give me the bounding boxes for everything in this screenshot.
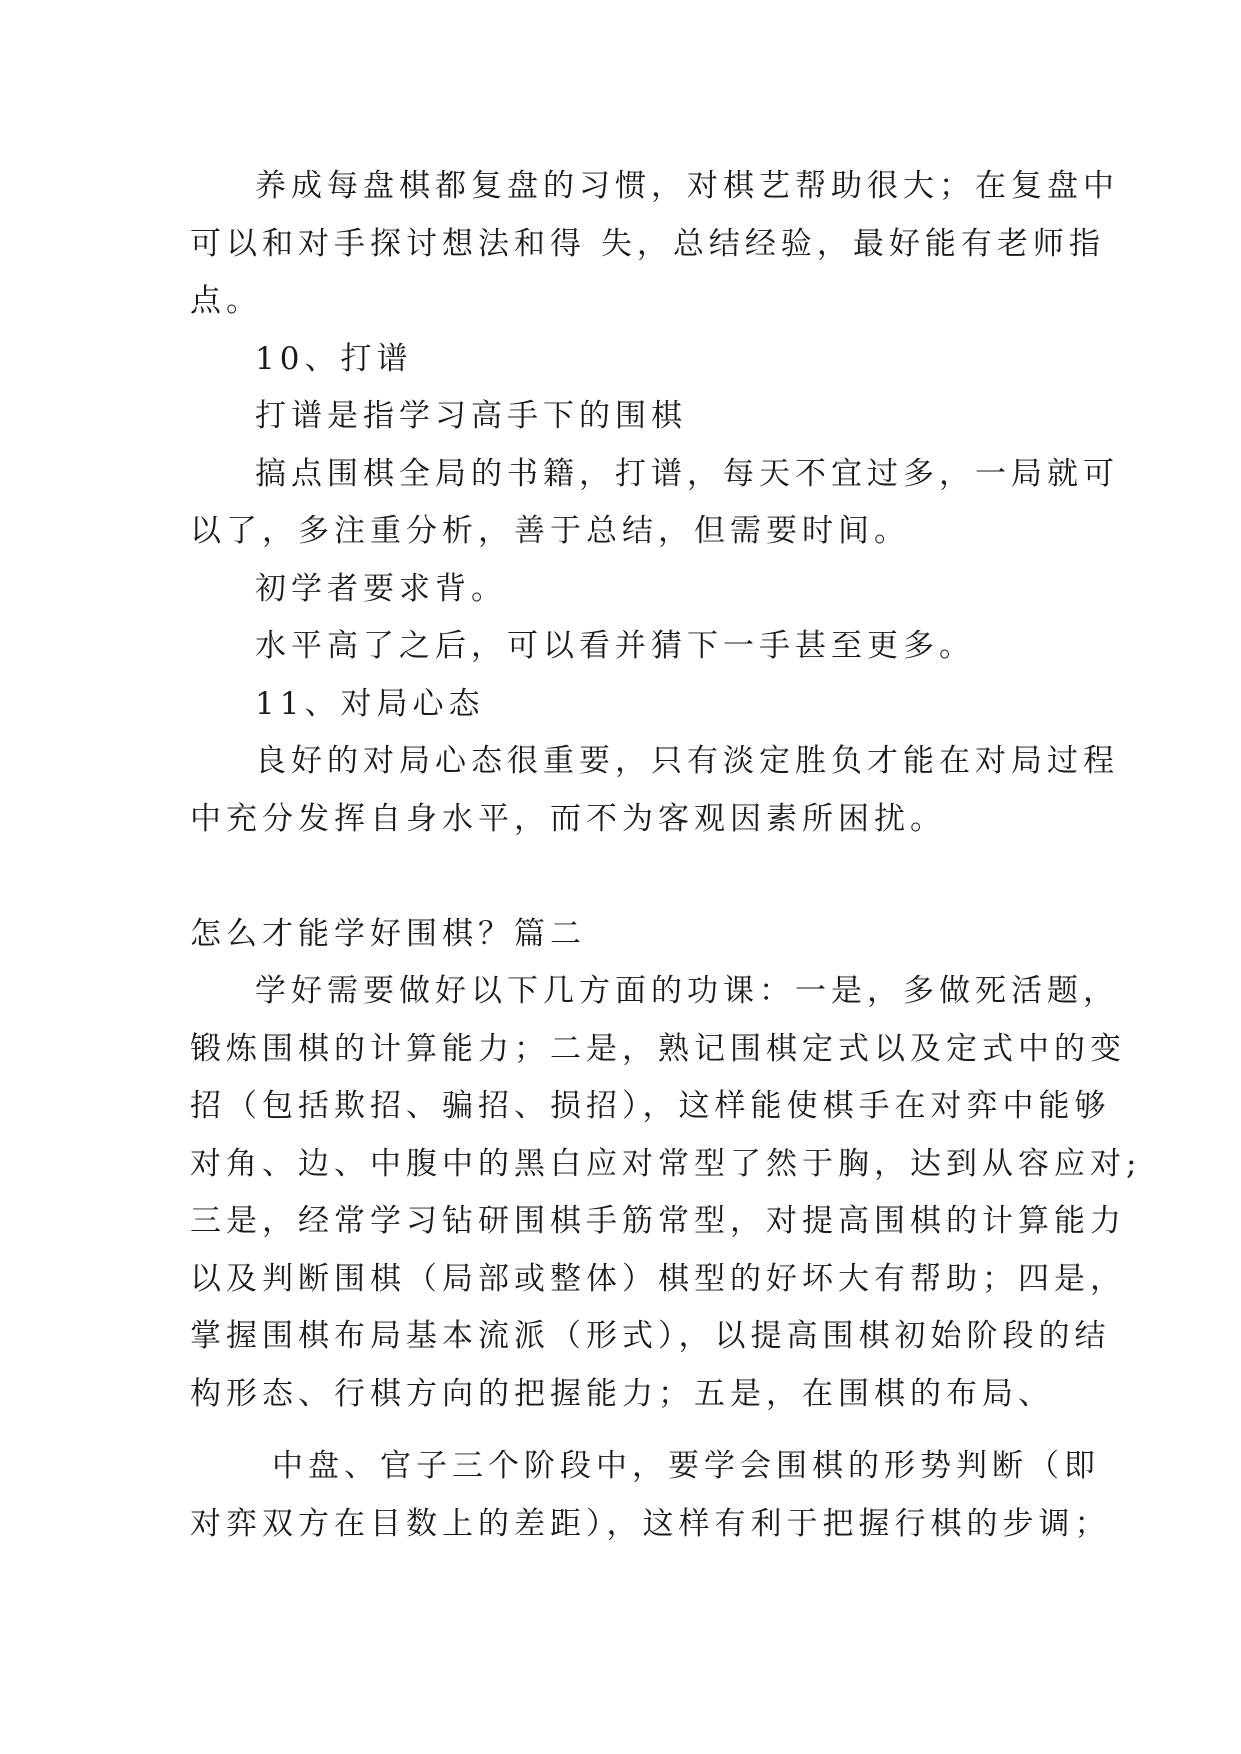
section-heading: 11、对局心态 (255, 686, 485, 722)
paragraph-line: 中盘、官子三个阶段中，要学会围棋的形势判断（即 (272, 1448, 1100, 1484)
paragraph-line: 以了，多注重分析，善于总结，但需要时间。 (190, 513, 910, 549)
section-heading: 10、打谱 (255, 341, 413, 377)
paragraph-line: 可以和对手探讨想法和得 失，总结经验，最好能有老师指 (190, 226, 1105, 262)
paragraph-line: 锻炼围棋的计算能力；二是，熟记围棋定式以及定式中的变 (190, 1031, 1126, 1067)
paragraph-line: 构形态、行棋方向的把握能力；五是，在围棋的布局、 (190, 1376, 1054, 1412)
paragraph-line: 水平高了之后，可以看并猜下一手甚至更多。 (255, 628, 975, 664)
paragraph-line: 掌握围棋布局基本流派（形式），以提高围棋初始阶段的结 (190, 1318, 1111, 1354)
paragraph-line: 良好的对局心态很重要，只有淡定胜负才能在对局过程 (255, 743, 1119, 779)
paragraph-line: 养成每盘棋都复盘的习惯，对棋艺帮助很大；在复盘中 (255, 168, 1119, 204)
paragraph-line: 招（包括欺招、骗招、损招），这样能使棋手在对弈中能够 (190, 1088, 1111, 1124)
paragraph-line: 中充分发挥自身水平，而不为客观因素所困扰。 (190, 801, 946, 837)
paragraph-line: 点。 (190, 283, 262, 319)
paragraph-line: 打谱是指学习高手下的围棋 (255, 398, 687, 434)
paragraph-line: 以及判断围棋（局部或整体）棋型的好坏大有帮助；四是， (190, 1261, 1126, 1297)
paragraph-line: 三是，经常学习钻研围棋手筋常型，对提高围棋的计算能力 (190, 1203, 1126, 1239)
paragraph-line: 学好需要做好以下几方面的功课：一是，多做死活题， (255, 973, 1119, 1009)
article-title: 怎么才能学好围棋？篇二 (190, 916, 586, 952)
paragraph-line: 搞点围棋全局的书籍，打谱，每天不宜过多，一局就可 (255, 456, 1119, 492)
paragraph-line: 对弈双方在目数上的差距），这样有利于把握行棋的步调； (190, 1506, 1111, 1542)
paragraph-line: 对角、边、中腹中的黑白应对常型了然于胸，达到从容应对; (190, 1146, 1142, 1182)
paragraph-line: 初学者要求背。 (255, 571, 507, 607)
